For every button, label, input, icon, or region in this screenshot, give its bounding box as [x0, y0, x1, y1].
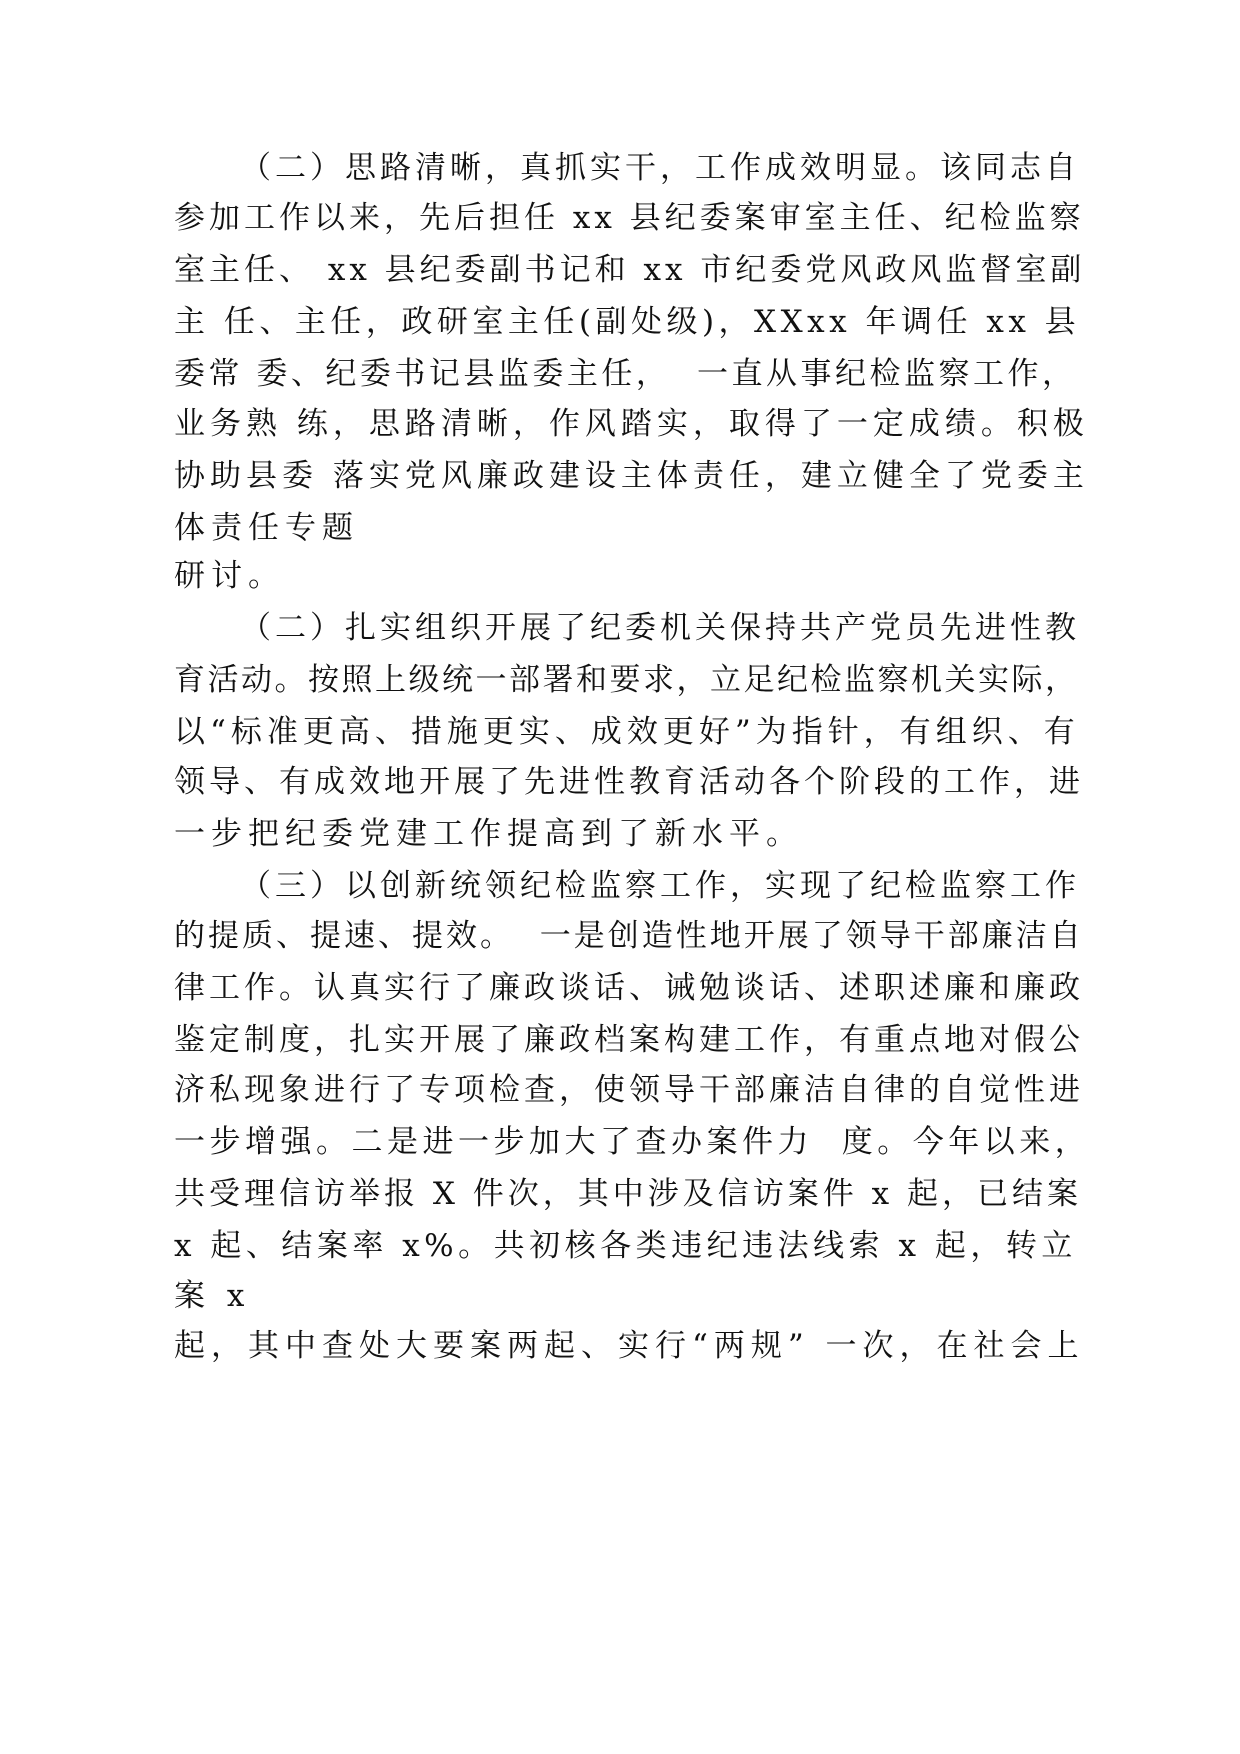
paragraph-2-line-2: 育活动。按照上级统一部署和要求，立足纪检监察机关实际， — [174, 662, 1079, 698]
paragraph-1-line-9: 研讨。 — [174, 558, 285, 594]
paragraph-2-line-3: 以“标准更高、措施更实、成效更好”为指针，有组织、有 — [174, 714, 1080, 750]
paragraph-1-line-5: 委常 委、纪委书记县监委主任， 一直从事纪检监察工作， — [174, 356, 1077, 392]
paragraph-1-line-4: 主 任、主任，政研室主任(副处级)，XXxx 年调任 xx 县 — [174, 304, 1081, 340]
paragraph-3-line-10: 起，其中查处大要案两起、实行“两规” 一次，在社会上 — [174, 1328, 1085, 1364]
paragraph-3-line-8: x 起、结案率 x%。共初核各类违纪违法线索 x 起，转立 — [174, 1228, 1077, 1264]
paragraph-3-line-2: 的提质、提速、提效。 一是创造性地开展了领导干部廉洁自 — [174, 918, 1084, 954]
paragraph-3-line-4: 鉴定制度，扎实开展了廉政档案构建工作，有重点地对假公 — [174, 1022, 1084, 1058]
paragraph-1-line-1: （二）思路清晰，真抓实干，工作成效明显。该同志自 — [240, 150, 1080, 186]
paragraph-1-line-3: 室主任、 xx 县纪委副书记和 xx 市纪委党风政风监督室副 — [174, 252, 1086, 288]
paragraph-3-line-1: （三）以创新统领纪检监察工作，实现了纪检监察工作 — [240, 868, 1080, 904]
paragraph-3-line-6: 一步增强。二是进一步加大了查办案件力 度。今年以来， — [174, 1124, 1091, 1160]
paragraph-1-line-7: 协助县委 落实党风廉政建设主体责任，建立健全了党委主 — [174, 458, 1089, 494]
paragraph-3-line-7: 共受理信访举报 X 件次，其中涉及信访案件 x 起，已结案 — [174, 1176, 1082, 1212]
paragraph-2-line-4: 领导、有成效地开展了先进性教育活动各个阶段的工作，进 — [174, 764, 1084, 800]
paragraph-3-line-9: 案 x — [174, 1278, 251, 1314]
paragraph-3-line-5: 济私现象进行了专项检查，使领导干部廉洁自律的自觉性进 — [174, 1072, 1084, 1108]
paragraph-2-line-5: 一步把纪委党建工作提高到了新水平。 — [174, 816, 803, 852]
paragraph-1-line-2: 参加工作以来，先后担任 xx 县纪委案审室主任、纪检监察 — [174, 200, 1085, 236]
paragraph-1-line-6: 业务熟 练，思路清晰，作风踏实，取得了一定成绩。积极 — [174, 406, 1089, 442]
paragraph-1-line-8: 体责任专题 — [174, 510, 359, 546]
paragraph-3-line-3: 律工作。认真实行了廉政谈话、诫勉谈话、述职述廉和廉政 — [174, 970, 1084, 1006]
paragraph-2-line-1: （二）扎实组织开展了纪委机关保持共产党员先进性教 — [240, 610, 1080, 646]
